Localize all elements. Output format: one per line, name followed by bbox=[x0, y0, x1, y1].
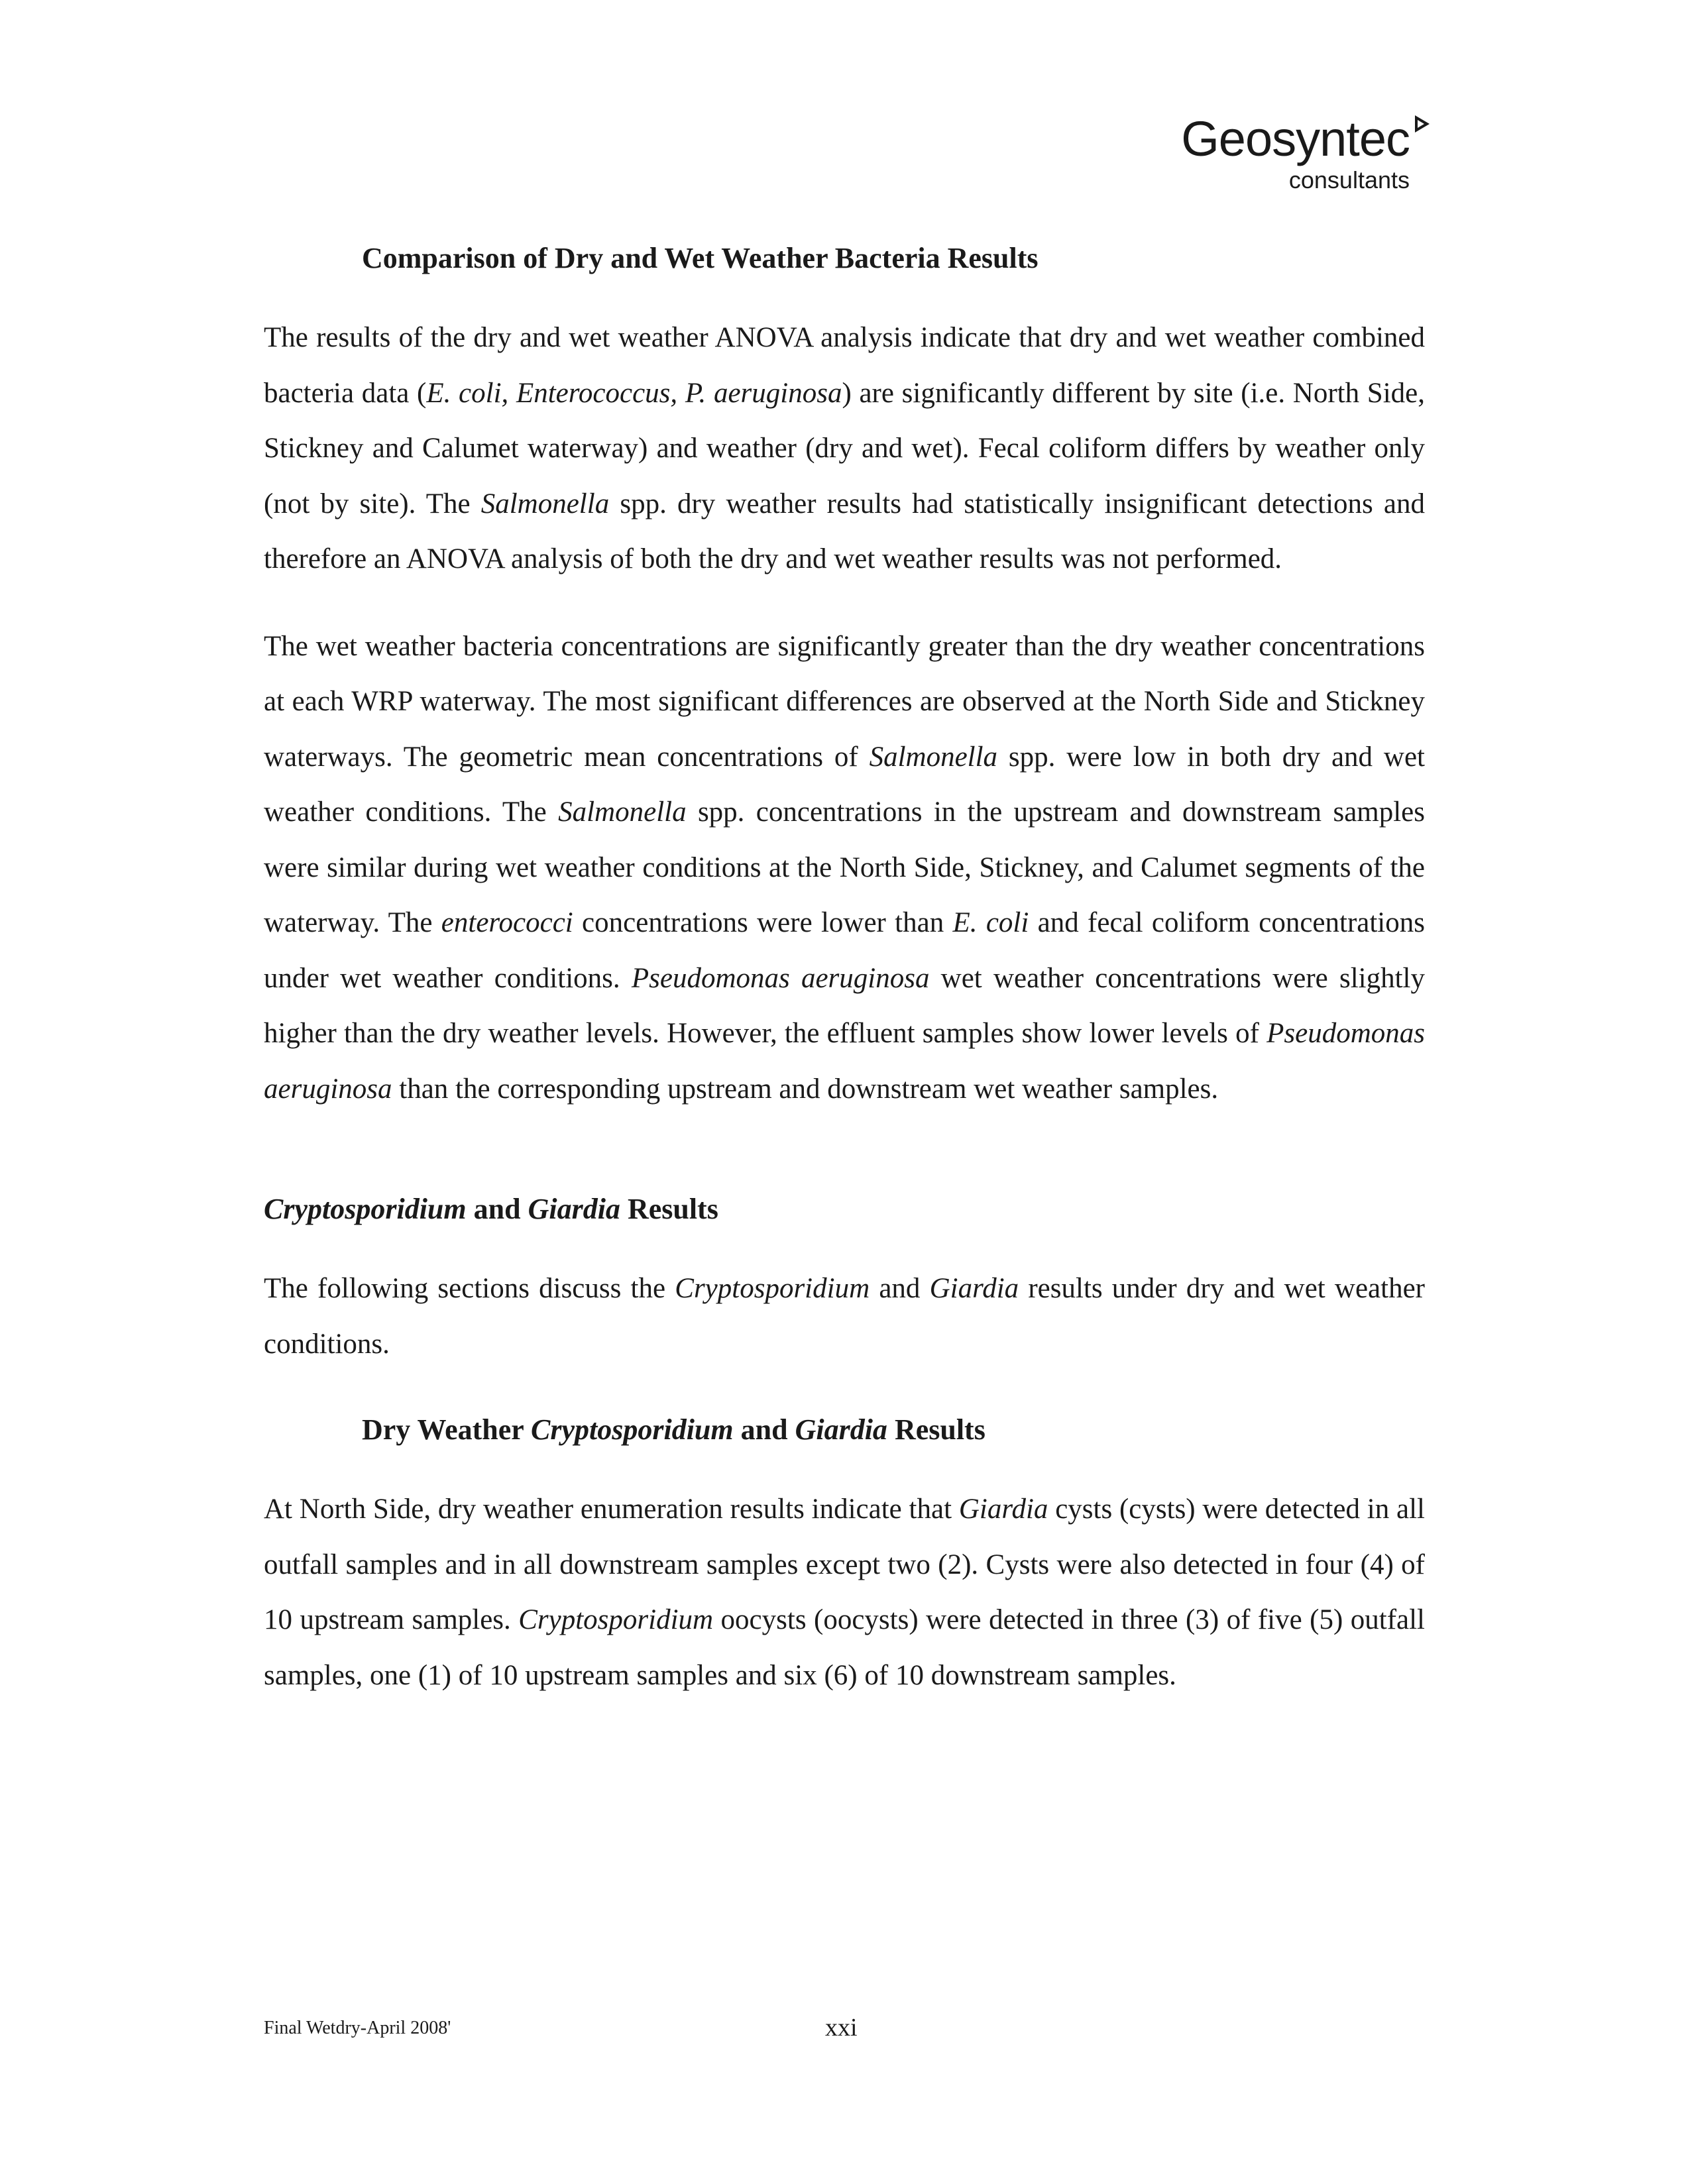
logo-subtitle: consultants bbox=[1288, 166, 1410, 193]
logo-name: Geosyntec bbox=[1181, 113, 1410, 166]
logo-triangle-icon bbox=[1415, 115, 1430, 133]
paragraph-sections-intro: The following sections discuss the Cryptosporidium and Giardia results under dry and wet weather conditions. bbox=[264, 1273, 1425, 1360]
section-heading-bacteria: Comparison of Dry and Wet Weather Bacteria Results bbox=[362, 242, 1039, 274]
paragraph-north-side: At North Side, dry weather enumeration results indicate that Giardia cysts (cysts) were detected in all outfall samples and in all downstream samples except two (2). Cysts were also detected in four (4) of 10 upstream samples. Cryptosporidium oocysts (oocysts) were detected in three (3) of five (5) outfall samples, one (1) of 10 upstream samples and six (6) of 10 downstream samples. bbox=[264, 1494, 1426, 1691]
company-logo bbox=[1181, 113, 1410, 195]
section-heading-dry-weather: Dry Weather Cryptosporidium and Giardia Results bbox=[362, 1413, 985, 1446]
paragraph-anova: The results of the dry and wet weather ANOVA analysis indicate that dry and wet weather combined bacteria data (E. coli, Enterococcus, P. aeruginosa) are significantly different by site (i.e. North Side, Stickney and Calumet waterway) and weather (dry and wet). Fecal coliform differs by weather only (not by site). The Salmonella spp. dry weather results had statistically insignificant detections and therefore an ANOVA analysis of both the dry and wet weather results was not performed. bbox=[264, 322, 1425, 574]
footer-document-id: Final Wetdry-April 2008' bbox=[264, 2018, 451, 2038]
section-heading-crypto-giardia: Cryptosporidium and Giardia Results bbox=[264, 1193, 718, 1225]
document-body bbox=[264, 232, 1425, 1703]
page-number: xxi bbox=[825, 2014, 858, 2042]
paragraph-wet-weather: The wet weather bacteria concentrations are significantly greater than the dry weather concentrations at each WRP waterway. The most significant differences are observed at the North Side and Stickney waterways. The geometric mean concentrations of Salmonella spp. were low in both dry and wet weather conditions. The Salmonella spp. concentrations in the upstream and downstream samples were similar during wet weather conditions at the North Side, Stickney, and Calumet segments of the waterway. The enterococci concentrations were lower than E. coli and fecal coliform concentrations under wet weather conditions. Pseudomonas aeruginosa wet weather concentrations were slightly higher than the dry weather levels. However, the effluent samples show lower levels of Pseudomonas aeruginosa than the corresponding upstream and downstream wet weather samples. bbox=[264, 630, 1426, 1105]
